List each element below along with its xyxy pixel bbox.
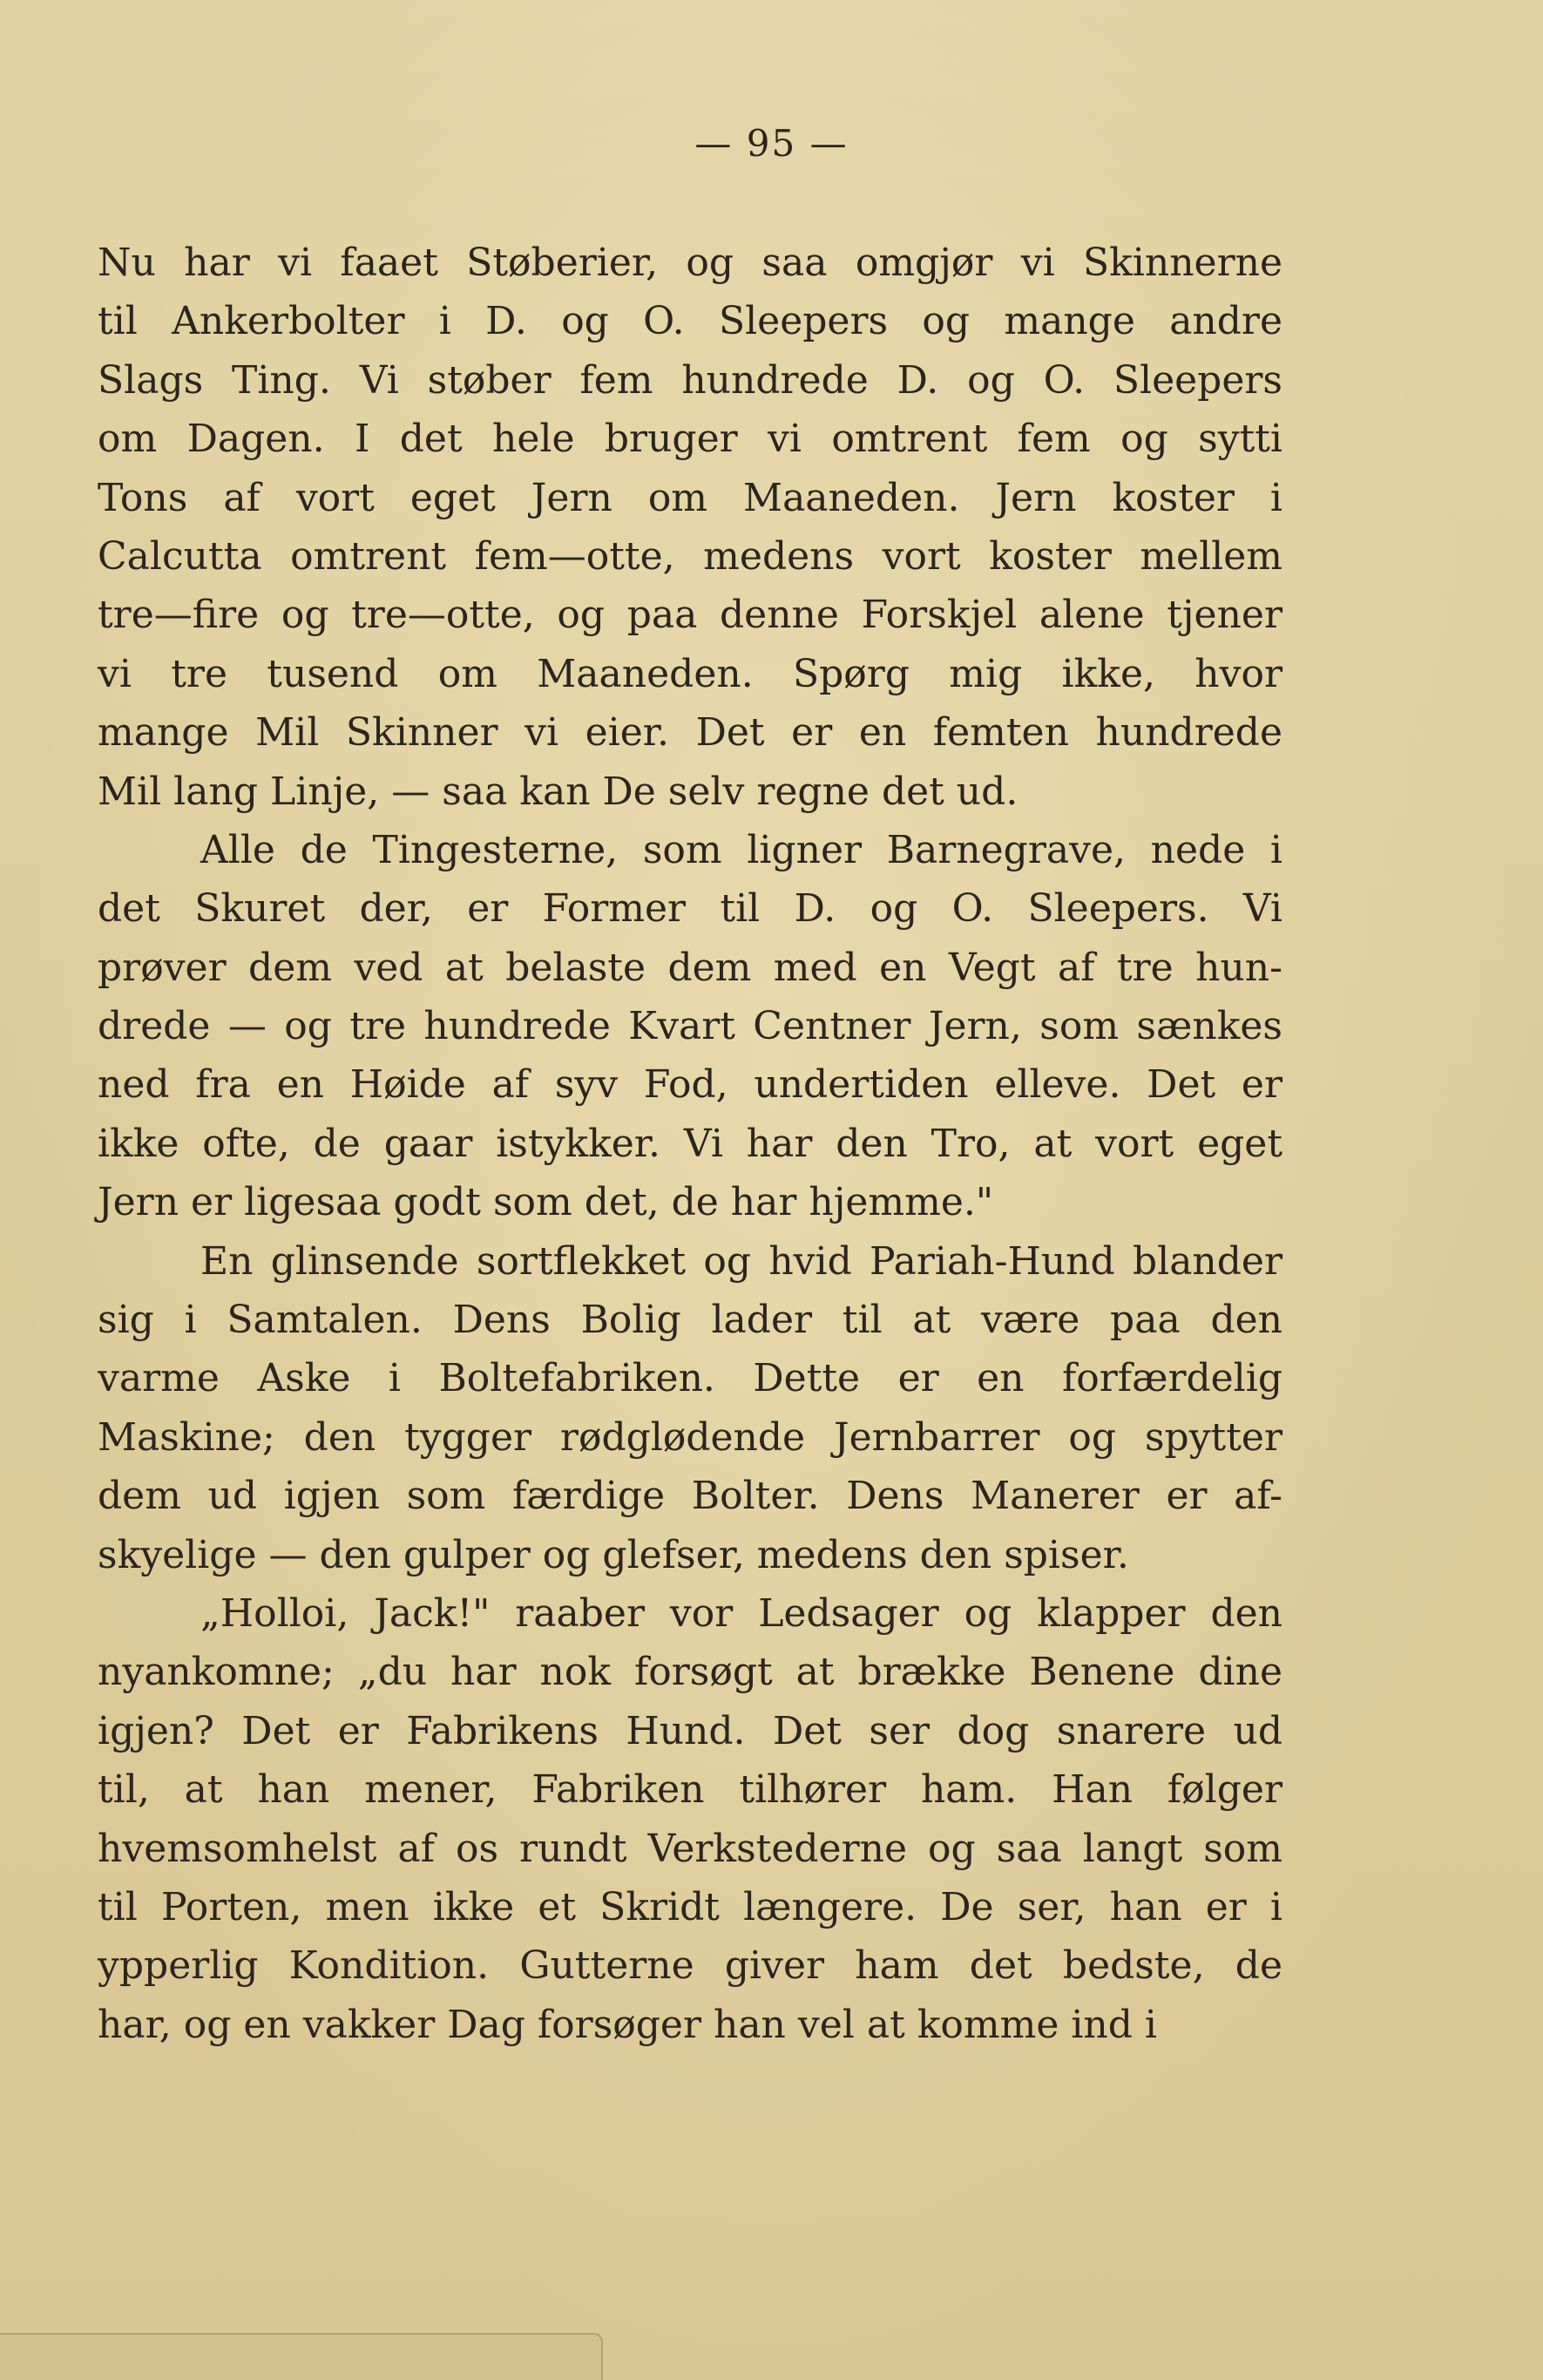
- text-line: hvemsomhelst af os rundt Verkstederne og saa langt som: [98, 1826, 1282, 1871]
- text-line: sig i Samtalen. Dens Bolig lader til at være paa den: [98, 1298, 1282, 1343]
- text-line: En glinsende sortflekket og hvid Pariah-Hund blander: [200, 1238, 1282, 1284]
- text-line: Calcutta omtrent fem—otte, medens vort koster mellem: [98, 533, 1282, 579]
- text-line: Slags Ting. Vi støber fem hundrede D. og O. Sleepers: [98, 357, 1282, 403]
- text-line: har, og en vakker Dag forsøger han vel at komme ind i: [98, 2002, 1157, 2047]
- body-text: [98, 234, 1282, 2054]
- text-line: ned fra en Høide af syv Fod, undertiden elleve. Det er: [98, 1062, 1282, 1108]
- text-line: Nu har vi faaet Støberier, og saa omgjør vi Skinnerne: [98, 241, 1282, 285]
- text-line: ikke ofte, de gaar istykker. Vi har den Tro, at vort eget: [98, 1121, 1282, 1166]
- text-line: om Dagen. I det hele bruger vi omtrent fem og sytti: [98, 417, 1282, 462]
- text-line: drede — og tre hundrede Kvart Centner Jern, som sænkes: [98, 1004, 1282, 1049]
- text-line: mange Mil Skinner vi eier. Det er en femten hundrede: [98, 710, 1282, 756]
- text-line: Alle de Tingesterne, som ligner Barnegrave, nede i: [200, 827, 1282, 872]
- text-line: Jern er ligesaa godt som det, de har hjemme.": [98, 1180, 994, 1225]
- page-number: — 95 —: [694, 122, 849, 165]
- text-line: prøver dem ved at belaste dem med en Vegt af tre hun-: [98, 945, 1282, 990]
- paragraph: [98, 234, 1282, 821]
- paragraph: [98, 1584, 1282, 2054]
- text-line: ypperlig Kondition. Gutterne giver ham det bedste, de: [98, 1943, 1282, 1989]
- text-line: „Holloi, Jack!" raaber vor Ledsager og klapper den: [200, 1590, 1282, 1636]
- text-line: dem ud igjen som færdige Bolter. Dens Manerer er af-: [98, 1474, 1282, 1519]
- text-line: varme Aske i Boltefabriken. Dette er en forfærdelig: [98, 1356, 1282, 1401]
- text-line: til, at han mener, Fabriken tilhører ham. Han følger: [98, 1767, 1282, 1813]
- text-line: Tons af vort eget Jern om Maaneden. Jern koster i: [98, 475, 1282, 520]
- text-line: nyankomne; „du har nok forsøgt at brække Benene dine: [98, 1650, 1282, 1695]
- text-line: vi tre tusend om Maaneden. Spørg mig ikke, hvor: [98, 651, 1282, 696]
- text-line: skyelige — den gulper og glefser, medens den spiser.: [98, 1532, 1129, 1577]
- text-line: til Porten, men ikke et Skridt længere. De ser, han er i: [98, 1884, 1282, 1929]
- paragraph: [98, 821, 1282, 1232]
- text-line: Mil lang Linje, — saa kan De selv regne det ud.: [98, 769, 1019, 814]
- text-line: til Ankerbolter i D. og O. Sleepers og mange andre: [98, 299, 1282, 344]
- text-line: Maskine; den tygger rødglødende Jernbarrer og spytter: [98, 1414, 1282, 1460]
- text-line: igjen? Det er Fabrikens Hund. Det ser dog snarere ud: [98, 1708, 1282, 1753]
- paragraph: [98, 1232, 1282, 1584]
- page-edge-shadow: [0, 2333, 603, 2380]
- text-line: det Skuret der, er Former til D. og O. Sleepers. Vi: [98, 886, 1282, 932]
- text-line: tre—fire og tre—otte, og paa denne Forskjel alene tjener: [98, 593, 1282, 638]
